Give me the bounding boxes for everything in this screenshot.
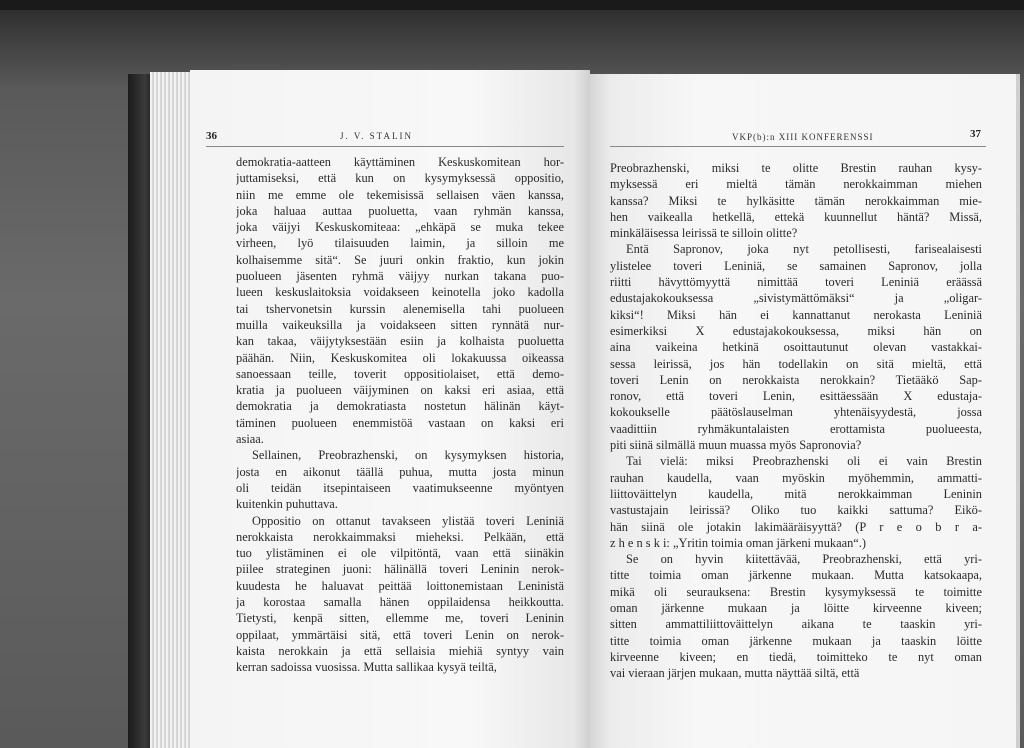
text-line: tai tshervonetsin kurssin alenemisella tahi puolueen (236, 301, 564, 316)
text-line: demokratia ja demokratiasta nostetun hälinän käyt- (236, 399, 564, 414)
right-running-head: VKP(b):n XIII KONFERENSSI (732, 132, 874, 142)
right-page (590, 74, 1018, 748)
left-page (190, 70, 590, 748)
text-line: esimerkiksi X edustajakokouksessa, miksi hän on (610, 323, 982, 338)
text-line: hän siinä ole jotakin lakimääräisyyttä? (P r e o b r a- (610, 519, 982, 534)
text-line: Entä Sapronov, joka nyt petollisesti, farisealaisesti (626, 242, 982, 257)
right-body-text (610, 160, 982, 682)
text-line: joka väijyi Keskuskomiteaa: „ehkäpä se muka tekee (236, 220, 564, 235)
right-header-rule (610, 146, 986, 147)
text-line: liittoväittelyn kaudella, mitä nerokkaimman Leninin (610, 486, 982, 501)
text-line: joka haluaa auttaa puoluetta, vaan ryhmän kanssa, (236, 203, 564, 218)
text-line: päähän. Niin, Keskuskomitea oli lokakuussa oikeassa (236, 350, 564, 365)
text-line: tuo ylistäminen ei ole vilpitöntä, vaan että siinäkin (236, 546, 564, 561)
text-line: täminen puolueen enemmistöä vastaan on kaksi eri (236, 415, 564, 430)
text-line: kaista nerokkain ja että sellaisia miehiä syntyy vain (236, 643, 564, 658)
book-cover-edge (128, 74, 152, 748)
text-line: Oppositio on ottanut tavakseen ylistää toveri Leniniä (252, 513, 564, 528)
text-line: toveri Lenin on nerokkaista nerokkain? Tietääkö Sap- (610, 372, 982, 387)
open-book (128, 66, 1018, 748)
left-page-number: 36 (206, 130, 217, 142)
left-body-text (236, 154, 564, 676)
text-line: oli teidän itsepintaiseen vaatimukseenne myöntyen (236, 480, 564, 495)
text-line: minkäläisessa leirissä te silloin olitte? (610, 226, 798, 241)
text-line: kuudesta he haluavat peittää loittonemistaan Leninistä (236, 578, 564, 593)
text-line: ja korostaa samalla hänen oppilaidensa heikkoutta. (236, 595, 564, 610)
top-dark-strip (0, 0, 1024, 10)
text-line: niin me emme ole tekemisissä sellaisen väen kanssa, (236, 187, 564, 202)
text-line: oppilaat, ymmärtäisi sitä, että toveri Lenin on nerok- (236, 627, 564, 642)
text-line: muilla vaikeuksilla ja voidakseen sitten rynnätä nur- (236, 317, 564, 332)
text-line: rauhan kaudella, vaan myöskin myöhemmin, ammatti- (610, 470, 982, 485)
text-line: nerokkaista nerokkaimmaksi mieheksi. Pelkään, että (236, 529, 564, 544)
text-line: lueen keskuslaitoksia voidakseen keinotella joko kadolla (236, 285, 564, 300)
text-line: sanoessaan teille, toverit oppositiolaiset, että demo- (236, 366, 564, 381)
page-stack-edge (150, 72, 194, 748)
text-line: hen vaikealla hetkellä, ettekä kuunnellut häntä? Missä, (610, 209, 982, 224)
text-line: ronov, että toveri Lenin, esittäessään X edustaja- (610, 389, 982, 404)
text-line: Tietysti, kenpä sitten, ellemme me, toveri Leninin (236, 611, 564, 626)
text-line: Preobrazhenski, miksi te olitte Brestin rauhan kysy- (610, 161, 982, 175)
text-line: sitten ammattiliittoväittelyn aikana te taaskin yri- (610, 617, 982, 632)
text-line: myksessä eri mieltä tämän nerokkaimman miehen (610, 177, 982, 192)
text-line: asiaa. (236, 432, 264, 447)
text-line: Sellainen, Preobrazhenski, on kysymyksen historia, (252, 448, 564, 463)
right-page-number: 37 (970, 128, 981, 140)
text-line: aina vaikeina hetkinä osoittautunut olevan vastakkai- (610, 340, 982, 355)
text-line: kirveenne kiveen; en tiedä, toimitteko te nyt oman (610, 649, 982, 664)
text-line: demokratia-aatteen käyttäminen Keskuskomitean hor- (236, 155, 564, 169)
text-line: virheen, lyö tilaisuuden laimin, ja silloin me (236, 236, 564, 251)
text-line: vastustajain leirissä? Oliko tuo kaikki sattuma? Eikö- (610, 503, 982, 518)
text-line: kratia ja puolueen väijyminen on kaksi eri asiaa, että (236, 383, 564, 398)
text-line: vai vieraan järjen mukaan, mutta näyttää siltä, että (610, 666, 860, 681)
text-line: riitti hävyttömyyttä nimittää toveri Leniniä eräässä (610, 275, 982, 290)
text-line: mikä oli seurauksena: Brestin kysymyksessä te toimitte (610, 584, 982, 599)
text-line: sessa leirissä, jos hän todellakin on sitä mieltä, että (610, 356, 982, 371)
text-line: z h e n s k i: „Yritin toimia oman järkeni mukaan“.) (610, 535, 866, 550)
text-line: kanssa? Miksi te hylkäsitte tämän nerokkaimman mie- (610, 193, 982, 208)
text-line: titte toimia oman järkenne mukaan. Mutta katsokaapa, (610, 568, 982, 583)
text-line: edustajakokouksessa „sivistymättömäksi“ ja „oligar- (610, 291, 982, 306)
text-line: titte toimia oman järkenne mukaan ja taaskin löitte (610, 633, 982, 648)
text-line: piti siinä silmällä muun muassa myös Sapronovia? (610, 438, 862, 453)
text-line: puolueen jäsenten ryhmä väijyy nurkan takana puo- (236, 269, 564, 284)
left-running-head: J. V. STALIN (340, 131, 413, 141)
text-line: josta en aikonut täällä puhua, mutta josta minun (236, 464, 564, 479)
text-line: piilee strateginen juoni: hälinällä toveri Leninin nerok- (236, 562, 564, 577)
text-line: Se on hyvin kiitettävää, Preobrazhenski, että yri- (626, 552, 982, 567)
left-header-rule (206, 146, 564, 147)
text-line: kerran sadoissa vuosissa. Mutta sallikaa kysyä teiltä, (236, 660, 497, 675)
text-line: Tai vielä: miksi Preobrazhenski oli ei vain Brestin (626, 454, 982, 469)
text-line: kokoukselle päätöslauselman yhtenäisyydestä, jossa (610, 405, 982, 420)
text-line: oman järkenne mukaan ja löitte kirveenne kiveen; (610, 601, 982, 616)
text-line: vaadittiin ryhmäkuntalaisten erottamista puolueesta, (610, 421, 982, 436)
right-page-edge (1016, 74, 1020, 748)
text-line: kan takaa, väijytyksestään esiin ja kolhaista puoluetta (236, 334, 564, 349)
text-line: kiksi“! Miksi hän ei kannattanut nerokasta Leniniä (610, 307, 982, 322)
text-line: kuitenkin puhuttava. (236, 497, 338, 512)
text-line: kolhaisemme sitä“. Se juuri onkin fraktio, kun jokin (236, 252, 564, 267)
text-line: ylistelee toveri Leniniä, se samainen Sapronov, jolla (610, 258, 982, 273)
text-line: juttamiseksi, että kun on kysymyksessä oppositio, (236, 171, 564, 186)
